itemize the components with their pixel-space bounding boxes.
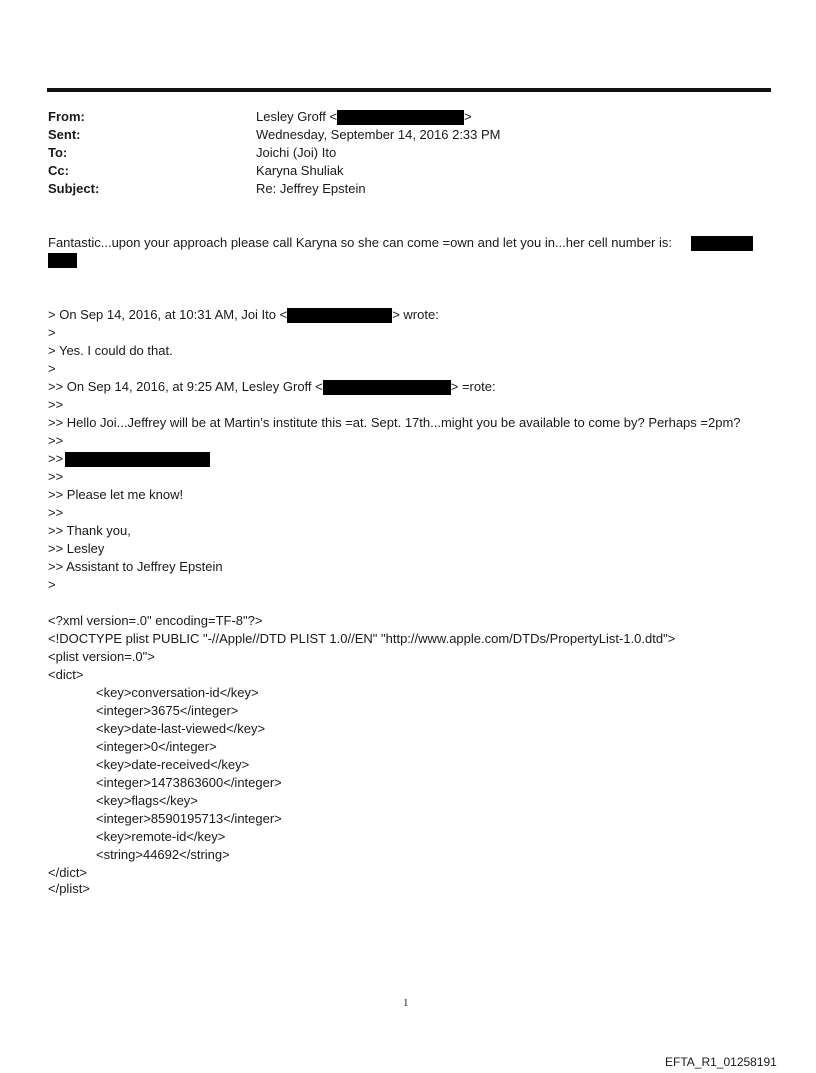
quote-line: >> Assistant to Jeffrey Epstein <box>48 559 223 574</box>
quote-text: > wrote: <box>392 307 439 322</box>
quote-line <box>48 306 439 324</box>
sent-label: Sent: <box>48 127 81 142</box>
plist-line: <integer>1473863600</integer> <box>96 775 282 790</box>
plist-line: <!DOCTYPE plist PUBLIC "-//Apple//DTD PLIST 1.0//EN" "http://www.apple.com/DTDs/PropertyList-1.0.dtd"> <box>48 631 676 646</box>
plist-line: <key>date-last-viewed</key> <box>96 721 266 736</box>
intro-line <box>48 234 672 252</box>
quote-line <box>48 378 496 396</box>
to-value: Joichi (Joi) Ito <box>256 145 337 160</box>
quote-text: >> <box>48 451 64 466</box>
quote-line: > <box>48 361 56 376</box>
quote-line: >> <box>48 505 64 520</box>
quote-line: >> <box>48 397 64 412</box>
cc-value: Karyna Shuliak <box>256 163 344 178</box>
cc-label: Cc: <box>48 163 69 178</box>
quote-line: > Yes. I could do that. <box>48 343 173 358</box>
plist-line: <dict> <box>48 667 84 682</box>
plist-line: <?xml version=.0" encoding=TF-8"?> <box>48 613 263 628</box>
plist-line: <integer>0</integer> <box>96 739 217 754</box>
quote-text: >> On Sep 14, 2016, at 9:25 AM, Lesley Groff < <box>48 379 323 394</box>
redaction-box <box>65 452 210 467</box>
subject-label: Subject: <box>48 181 100 196</box>
quote-line: > <box>48 577 56 592</box>
from-value <box>256 108 472 126</box>
quote-line: >> <box>48 433 64 448</box>
intro-text: Fantastic...upon your approach please call Karyna so she can come =own and let you in...her cell number is: <box>48 235 672 250</box>
plist-line: <key>date-received</key> <box>96 757 250 772</box>
quote-line: > <box>48 325 56 340</box>
plist-line: <plist version=.0"> <box>48 649 155 664</box>
from-name: Lesley Groff < <box>256 109 338 124</box>
plist-line: <integer>3675</integer> <box>96 703 239 718</box>
sent-value: Wednesday, September 14, 2016 2:33 PM <box>256 127 501 142</box>
quote-line: >> Lesley <box>48 541 105 556</box>
redaction-box <box>323 380 451 395</box>
page-number: 1 <box>403 997 409 1009</box>
plist-line: </plist> <box>48 881 90 896</box>
plist-line: <integer>8590195713</integer> <box>96 811 282 826</box>
header-rule <box>47 88 771 92</box>
quote-line: >> Thank you, <box>48 523 131 538</box>
plist-line: <key>flags</key> <box>96 793 198 808</box>
from-close: > <box>464 109 472 124</box>
plist-line: <key>conversation-id</key> <box>96 685 259 700</box>
from-label: From: <box>48 109 85 124</box>
quote-line: >> Please let me know! <box>48 487 184 502</box>
plist-line: </dict> <box>48 865 88 880</box>
plist-line: <key>remote-id</key> <box>96 829 226 844</box>
to-label: To: <box>48 145 68 160</box>
subject-value: Re: Jeffrey Epstein <box>256 181 366 196</box>
redaction-box <box>48 253 77 268</box>
redaction-box <box>691 236 753 251</box>
redaction-box <box>287 308 392 323</box>
quote-line: >> <box>48 469 64 484</box>
plist-line: <string>44692</string> <box>96 847 230 862</box>
bates-number: EFTA_R1_01258191 <box>665 1055 777 1069</box>
quote-line <box>48 450 210 468</box>
quote-text: > =rote: <box>450 379 496 394</box>
quote-line: >> Hello Joi...Jeffrey will be at Martin’s institute this =at. Sept. 17th...might you be available to come by? Perhaps =2pm? <box>48 415 741 430</box>
redaction-box <box>337 110 464 125</box>
quote-text: > On Sep 14, 2016, at 10:31 AM, Joi Ito < <box>48 307 288 322</box>
